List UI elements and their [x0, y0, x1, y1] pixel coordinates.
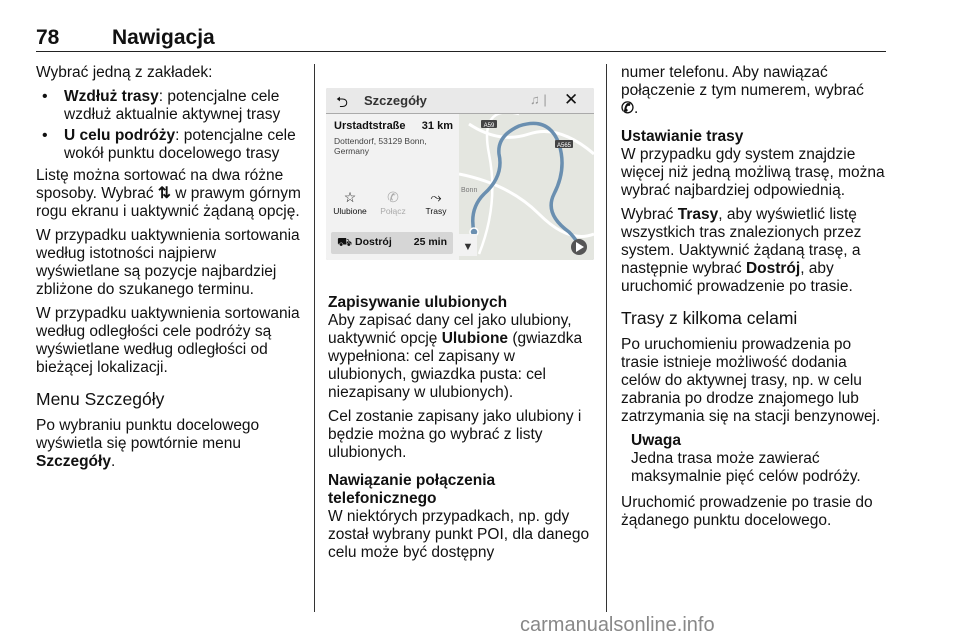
- route-heading: Ustawianie trasy: [621, 128, 744, 145]
- watermark: carmanualsonline.info: [520, 614, 715, 636]
- multi-destination-paragraph: Po uruchomieniu prowadzenia po trasie istnieje możliwość dodania celów do aktywnej trasy, np. w celu zabrania po drodze znajomego lub zatrzymania się na stacji benzynowej.: [621, 336, 881, 425]
- bullet-text: : potencjalne cele wokół punktu docelowego trasy: [64, 127, 296, 162]
- map-city-label: Bonn: [461, 187, 478, 194]
- bullet-term: U celu podróży: [64, 127, 176, 144]
- route-text: Wybrać: [621, 206, 678, 223]
- call-paragraph: W niektórych przypadkach, np. gdy został wybrany punkt POI, dla danego celu może być dostępny: [328, 508, 590, 561]
- routes-term: Trasy: [677, 206, 719, 223]
- favourites-heading: Zapisywanie ulubionych: [328, 294, 508, 311]
- close-icon: ✕: [564, 90, 579, 109]
- page-title: Nawigacja: [112, 26, 215, 49]
- destination-name: Urstadtstraße: [334, 120, 406, 132]
- page-number: 78: [36, 26, 60, 49]
- start-term: Dostrój: [745, 260, 801, 277]
- destination-address: Dottendorf, 53129 Bonn, Germany: [334, 136, 427, 156]
- sort-text-rest: w prawym górnym rogu ekranu i uaktywnić żądaną opcję.: [36, 185, 301, 220]
- call-heading: Nawiązanie połączenia telefonicznego: [328, 472, 496, 507]
- route-paragraph-2: [621, 206, 889, 296]
- fav-text: Aby zapisać dany cel jako ulubiony, uaktywnić opcję: [328, 312, 572, 347]
- relevance-paragraph: W przypadku uaktywnienia sortowania według istotności najpierw wyświetlane są pozycje najbardziej zbliżone do szukanego terminu.: [36, 227, 300, 298]
- favourite-action: [328, 188, 372, 216]
- phone-icon: ✆: [621, 100, 634, 117]
- call-end: .: [634, 100, 639, 117]
- tabs-list: [36, 88, 302, 163]
- routes-icon: ⤳: [430, 189, 442, 205]
- location-pin-icon: ▼: [462, 241, 474, 253]
- screen-header: [326, 88, 594, 114]
- car-icon: ⛟: [337, 235, 353, 249]
- details-text: Po wybraniu punktu docelowego wyświetla się powtórnie menu: [36, 417, 260, 452]
- tabs-intro: Wybrać jedną z zakładek:: [36, 64, 213, 81]
- column-3: [621, 64, 889, 536]
- call-continued: [621, 64, 889, 118]
- note-text: Jedna trasa może zawierać maksymalnie pięć celów podróży.: [631, 450, 861, 485]
- section-heading-details: Menu Szczegóły: [36, 389, 165, 409]
- star-icon: ☆: [343, 189, 357, 205]
- list-item: [36, 88, 302, 124]
- screen-title: Szczegóły: [364, 93, 427, 108]
- travel-time: 25 min: [413, 236, 447, 248]
- sort-paragraph: [36, 167, 302, 221]
- page-header: [36, 26, 886, 52]
- details-term: Szczegóły: [36, 453, 111, 470]
- distance-paragraph: W przypadku uaktywnienia sortowania według odległości cele podróży są wyświetlane według odległości od bieżącej lokalizacji.: [36, 305, 300, 376]
- fav-term: Ulubione: [441, 330, 509, 347]
- routes-label: Trasy: [425, 206, 447, 216]
- favourites-paragraph-2: Cel zostanie zapisany jako ulubiony i będzie można go wybrać z listy ulubionych.: [328, 408, 582, 461]
- start-guidance-label: Dostrój: [355, 236, 392, 248]
- details-screen-image: [326, 88, 594, 260]
- favourite-label: Ulubione: [333, 206, 367, 216]
- road-label-b: A565: [556, 143, 572, 149]
- sort-text: Listę można sortować na dwa różne sposoby. Wybrać: [36, 167, 284, 202]
- details-panel: [326, 114, 459, 260]
- call-label: Połącz: [380, 206, 406, 216]
- route-paragraph-1: W przypadku gdy system znajdzie więcej niż jedną możliwą trasę, można wybrać najbardziej odpowiednią.: [621, 146, 885, 199]
- bullet-term: Wzdłuż trasy: [64, 88, 159, 105]
- favourites-paragraph: [328, 312, 592, 402]
- note-title: Uwaga: [631, 432, 681, 449]
- note-box: [621, 432, 889, 486]
- route-map: [459, 114, 594, 260]
- bullet-text: : potencjalne cele wzdłuż aktualnie aktywnej trasy: [64, 88, 281, 123]
- sort-icon: ⇅: [157, 185, 171, 202]
- routes-action: [414, 188, 458, 216]
- column-divider-1: [314, 64, 315, 612]
- column-2: [328, 294, 592, 568]
- road-label-a: A59: [483, 123, 495, 129]
- column-divider-2: [606, 64, 607, 612]
- back-icon: ⮌: [336, 94, 349, 111]
- start-guidance-button: [331, 232, 453, 254]
- fav-text-end: (gwiazdka wypełniona: cel zapisany w ulubionych, gwiazdka pusta: cel niezapisany w ulubionych).: [328, 330, 583, 401]
- list-item: [36, 127, 302, 163]
- phone-icon: ✆: [387, 189, 399, 205]
- music-icon: ♫ |: [530, 92, 547, 107]
- details-paragraph: [36, 417, 302, 471]
- details-end: .: [110, 453, 116, 470]
- route-text-end: , aby uruchomić prowadzenie po trasie.: [621, 260, 853, 295]
- route-text-mid: , aby wyświetlić listę wszystkich tras znalezionych przez system. Uaktywnić żądaną trasę, a następnie wybrać: [621, 206, 862, 277]
- action-row: [326, 188, 459, 228]
- column-1: [36, 64, 302, 477]
- call-action: [371, 188, 415, 216]
- final-paragraph: Uruchomić prowadzenie po trasie do żądanego punktu docelowego.: [621, 494, 873, 529]
- destination-distance: 31 km: [421, 120, 453, 132]
- multi-destination-heading: Trasy z kilkoma celami: [621, 308, 798, 328]
- call-cont-text: numer telefonu. Aby nawiązać połączenie z tym numerem, wybrać: [621, 64, 864, 99]
